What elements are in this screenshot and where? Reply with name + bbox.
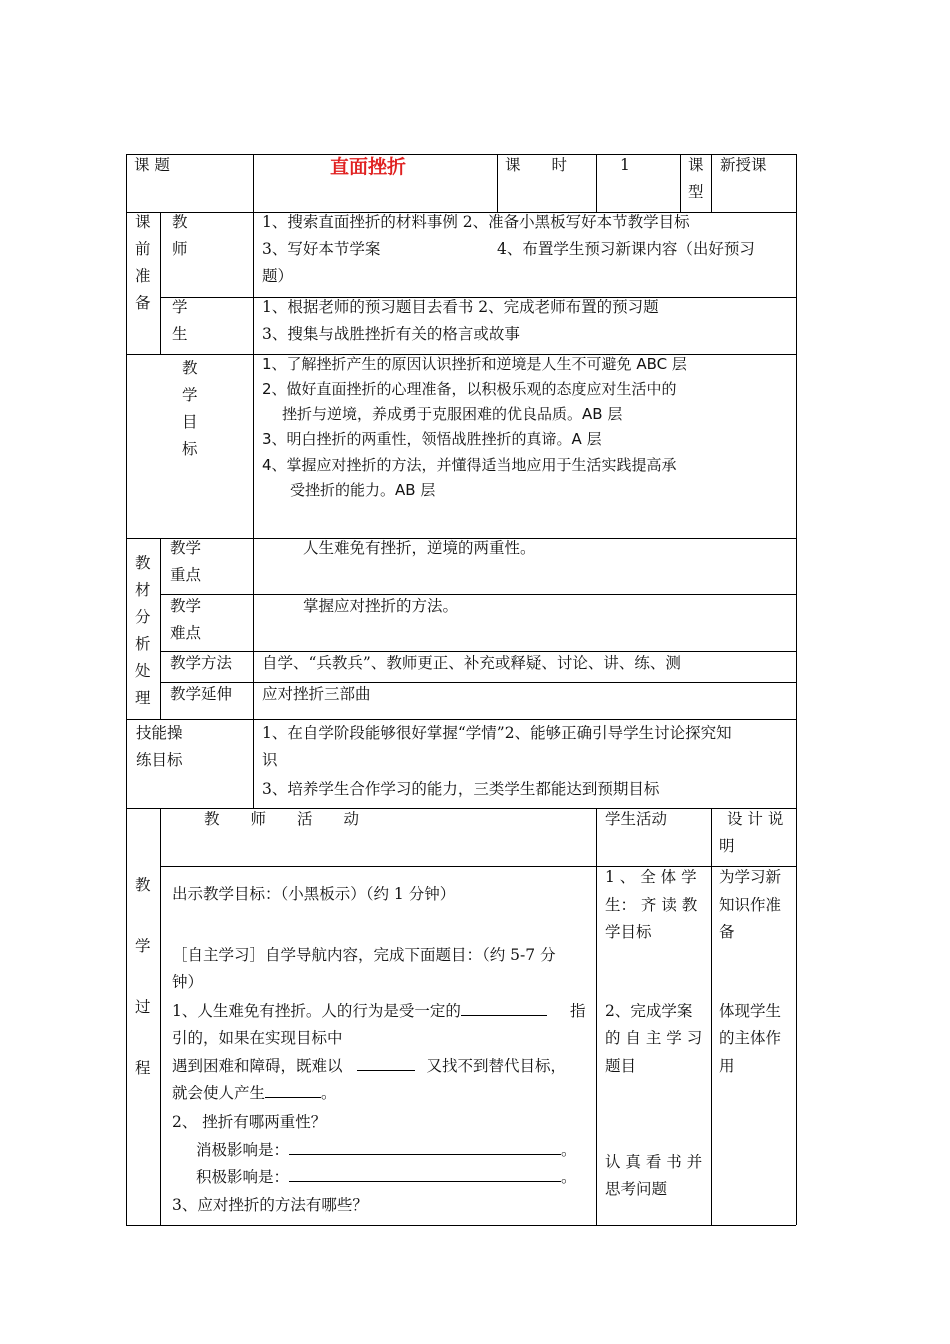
difficulty-text: 掌握应对挫折的方法。 xyxy=(303,597,459,615)
teacher-prep-line: 题） xyxy=(262,267,294,285)
row-divider xyxy=(160,594,796,595)
fill-blank[interactable] xyxy=(461,1001,547,1016)
activity-line xyxy=(196,1164,577,1190)
row-divider xyxy=(160,866,796,867)
activity-line: 3、应对挫折的方法有哪些？ xyxy=(172,1196,368,1214)
difficulty-label: 教学 xyxy=(170,597,202,615)
type-label: 课 xyxy=(688,156,704,174)
teacher-label: 师 xyxy=(172,240,188,258)
type-value: 新授课 xyxy=(720,156,767,174)
goal-line: 受挫折的能力。AB 层 xyxy=(290,481,436,499)
type-label: 型 xyxy=(688,183,704,201)
design-note-line: 知识作准 xyxy=(719,896,782,914)
activity-text: 。 xyxy=(561,1168,577,1186)
activity-line xyxy=(172,1080,337,1106)
col-divider xyxy=(160,212,161,354)
goals-label: 教学目标 xyxy=(182,359,198,458)
extension-label: 教学延伸 xyxy=(170,685,233,703)
lesson-topic-label: 课 题 xyxy=(134,156,170,174)
fill-blank[interactable] xyxy=(357,1056,415,1071)
difficulty-label: 难点 xyxy=(170,624,202,642)
activity-line: 2、 挫折有哪两重性？ xyxy=(172,1113,327,1131)
extension-text: 应对挫折三部曲 xyxy=(262,685,371,703)
student-activity-line: 认 真 看 书 并 xyxy=(605,1153,703,1171)
skills-line: 1、在自学阶段能够很好掌握“学情”2、能够正确引导学生讨论探究知 xyxy=(262,724,732,742)
col-divider xyxy=(160,808,161,1225)
process-label: 教学过程 xyxy=(135,876,151,1077)
activity-line xyxy=(196,1137,577,1163)
student-activity-line: 思考问题 xyxy=(605,1180,668,1198)
activity-text: 积极影响是： xyxy=(196,1168,290,1186)
student-label: 学 xyxy=(172,298,188,316)
design-note-line: 为学习新 xyxy=(719,868,782,886)
col-divider xyxy=(596,808,597,1225)
key-point-text: 人生难免有挫折，逆境的两重性。 xyxy=(303,539,536,557)
method-text: 自学、“兵教兵”、教师更正、补充或释疑、讨论、讲、练、测 xyxy=(262,654,681,672)
activity-text: 。 xyxy=(561,1141,577,1159)
design-note-line: 备 xyxy=(719,923,735,941)
activity-line xyxy=(172,1053,566,1079)
col-divider xyxy=(680,154,681,212)
teacher-label: 教 xyxy=(172,213,188,231)
student-activity-line: 生： 齐 读 教 xyxy=(605,896,698,914)
activity-text: 。 xyxy=(321,1084,337,1102)
design-header: 明 xyxy=(719,837,735,855)
key-point-label: 教学 xyxy=(170,539,202,557)
activity-line: 钟） xyxy=(172,973,204,991)
goal-line: 挫折与逆境，养成勇于克服困难的优良品质。AB 层 xyxy=(282,405,623,423)
teacher-prep-line: 3、写好本节学案 xyxy=(262,240,381,258)
student-activity-line: 1 、 全 体 学 xyxy=(605,868,697,886)
table-border-left xyxy=(126,154,127,1225)
design-header: 设 计 说 xyxy=(727,810,784,828)
goal-line: 2、做好直面挫折的心理准备，以积极乐观的态度应对生活中的 xyxy=(262,380,677,398)
skills-line: 3、培养学生合作学习的能力，三类学生都能达到预期目标 xyxy=(262,780,660,798)
col-divider xyxy=(596,154,597,212)
method-label: 教学方法 xyxy=(170,654,233,672)
teacher-prep-line: 1、搜索直面挫折的材料事例 2、准备小黑板写好本节教学目标 xyxy=(262,213,690,231)
activity-text: 就会使人产生 xyxy=(172,1084,266,1102)
lesson-title: 直面挫折 xyxy=(330,156,407,178)
activity-text: 又找不到替代目标， xyxy=(426,1057,567,1075)
student-activity-header: 学生活动 xyxy=(605,810,668,828)
col-divider xyxy=(711,808,712,1225)
design-note-line: 的主体作 xyxy=(719,1029,782,1047)
student-prep-line: 3、搜集与战胜挫折有关的格言或故事 xyxy=(262,325,520,343)
student-activity-line: 题目 xyxy=(605,1057,637,1075)
student-activity-line: 2、完成学案 xyxy=(605,1002,693,1020)
table-border-bottom xyxy=(126,1225,796,1226)
activity-line: 出示教学目标：（小黑板示）（约 1 分钟） xyxy=(172,885,456,903)
pre-class-label: 课前准备 xyxy=(135,213,151,312)
skills-label: 练目标 xyxy=(136,751,183,769)
activity-text: 遇到困难和障碍，既难以 xyxy=(172,1057,343,1075)
activity-line: 引的，如果在实现目标中 xyxy=(172,1029,343,1047)
goal-line: 4、掌握应对挫折的方法，并懂得适当地应用于生活实践提高承 xyxy=(262,456,677,474)
design-note-line: 用 xyxy=(719,1057,735,1075)
teacher-activity-header: 教 师 活 动 xyxy=(204,810,360,828)
table-border-right xyxy=(796,154,797,1225)
col-divider xyxy=(711,154,712,212)
activity-text: 1、人生难免有挫折。人的行为是受一定的 xyxy=(172,1002,461,1020)
student-activity-line: 的 自 主 学 习 xyxy=(605,1029,703,1047)
analysis-label: 教材分析处理 xyxy=(135,554,151,707)
design-note-line: 体现学生 xyxy=(719,1002,782,1020)
col-divider xyxy=(160,538,161,719)
skills-label: 技能操 xyxy=(136,724,183,742)
student-activity-line: 学目标 xyxy=(605,923,652,941)
goal-line: 3、明白挫折的两重性，领悟战胜挫折的真谛。A 层 xyxy=(262,430,602,448)
period-value: 1 xyxy=(620,156,630,174)
activity-line xyxy=(172,998,547,1024)
col-divider xyxy=(497,154,498,212)
fill-blank[interactable] xyxy=(289,1140,561,1155)
activity-line: ［自主学习］自学导航内容，完成下面题目：（约 5-7 分 xyxy=(172,946,556,964)
student-label: 生 xyxy=(172,325,188,343)
teacher-prep-line: 4、布置学生预习新课内容（出好预习 xyxy=(497,240,755,258)
key-point-label: 重点 xyxy=(170,566,202,584)
activity-text: 消极影响是： xyxy=(196,1141,290,1159)
activity-line-end: 指 xyxy=(570,1002,586,1020)
student-prep-line: 1、根据老师的预习题目去看书 2、完成老师布置的预习题 xyxy=(262,298,659,316)
col-divider xyxy=(253,154,254,808)
skills-line: 识 xyxy=(262,751,278,769)
fill-blank[interactable] xyxy=(289,1167,561,1182)
row-divider xyxy=(160,682,796,683)
goal-line: 1、了解挫折产生的原因认识挫折和逆境是人生不可避免 ABC 层 xyxy=(262,355,687,373)
period-label: 课 时 xyxy=(505,156,568,174)
fill-blank[interactable] xyxy=(265,1083,321,1098)
